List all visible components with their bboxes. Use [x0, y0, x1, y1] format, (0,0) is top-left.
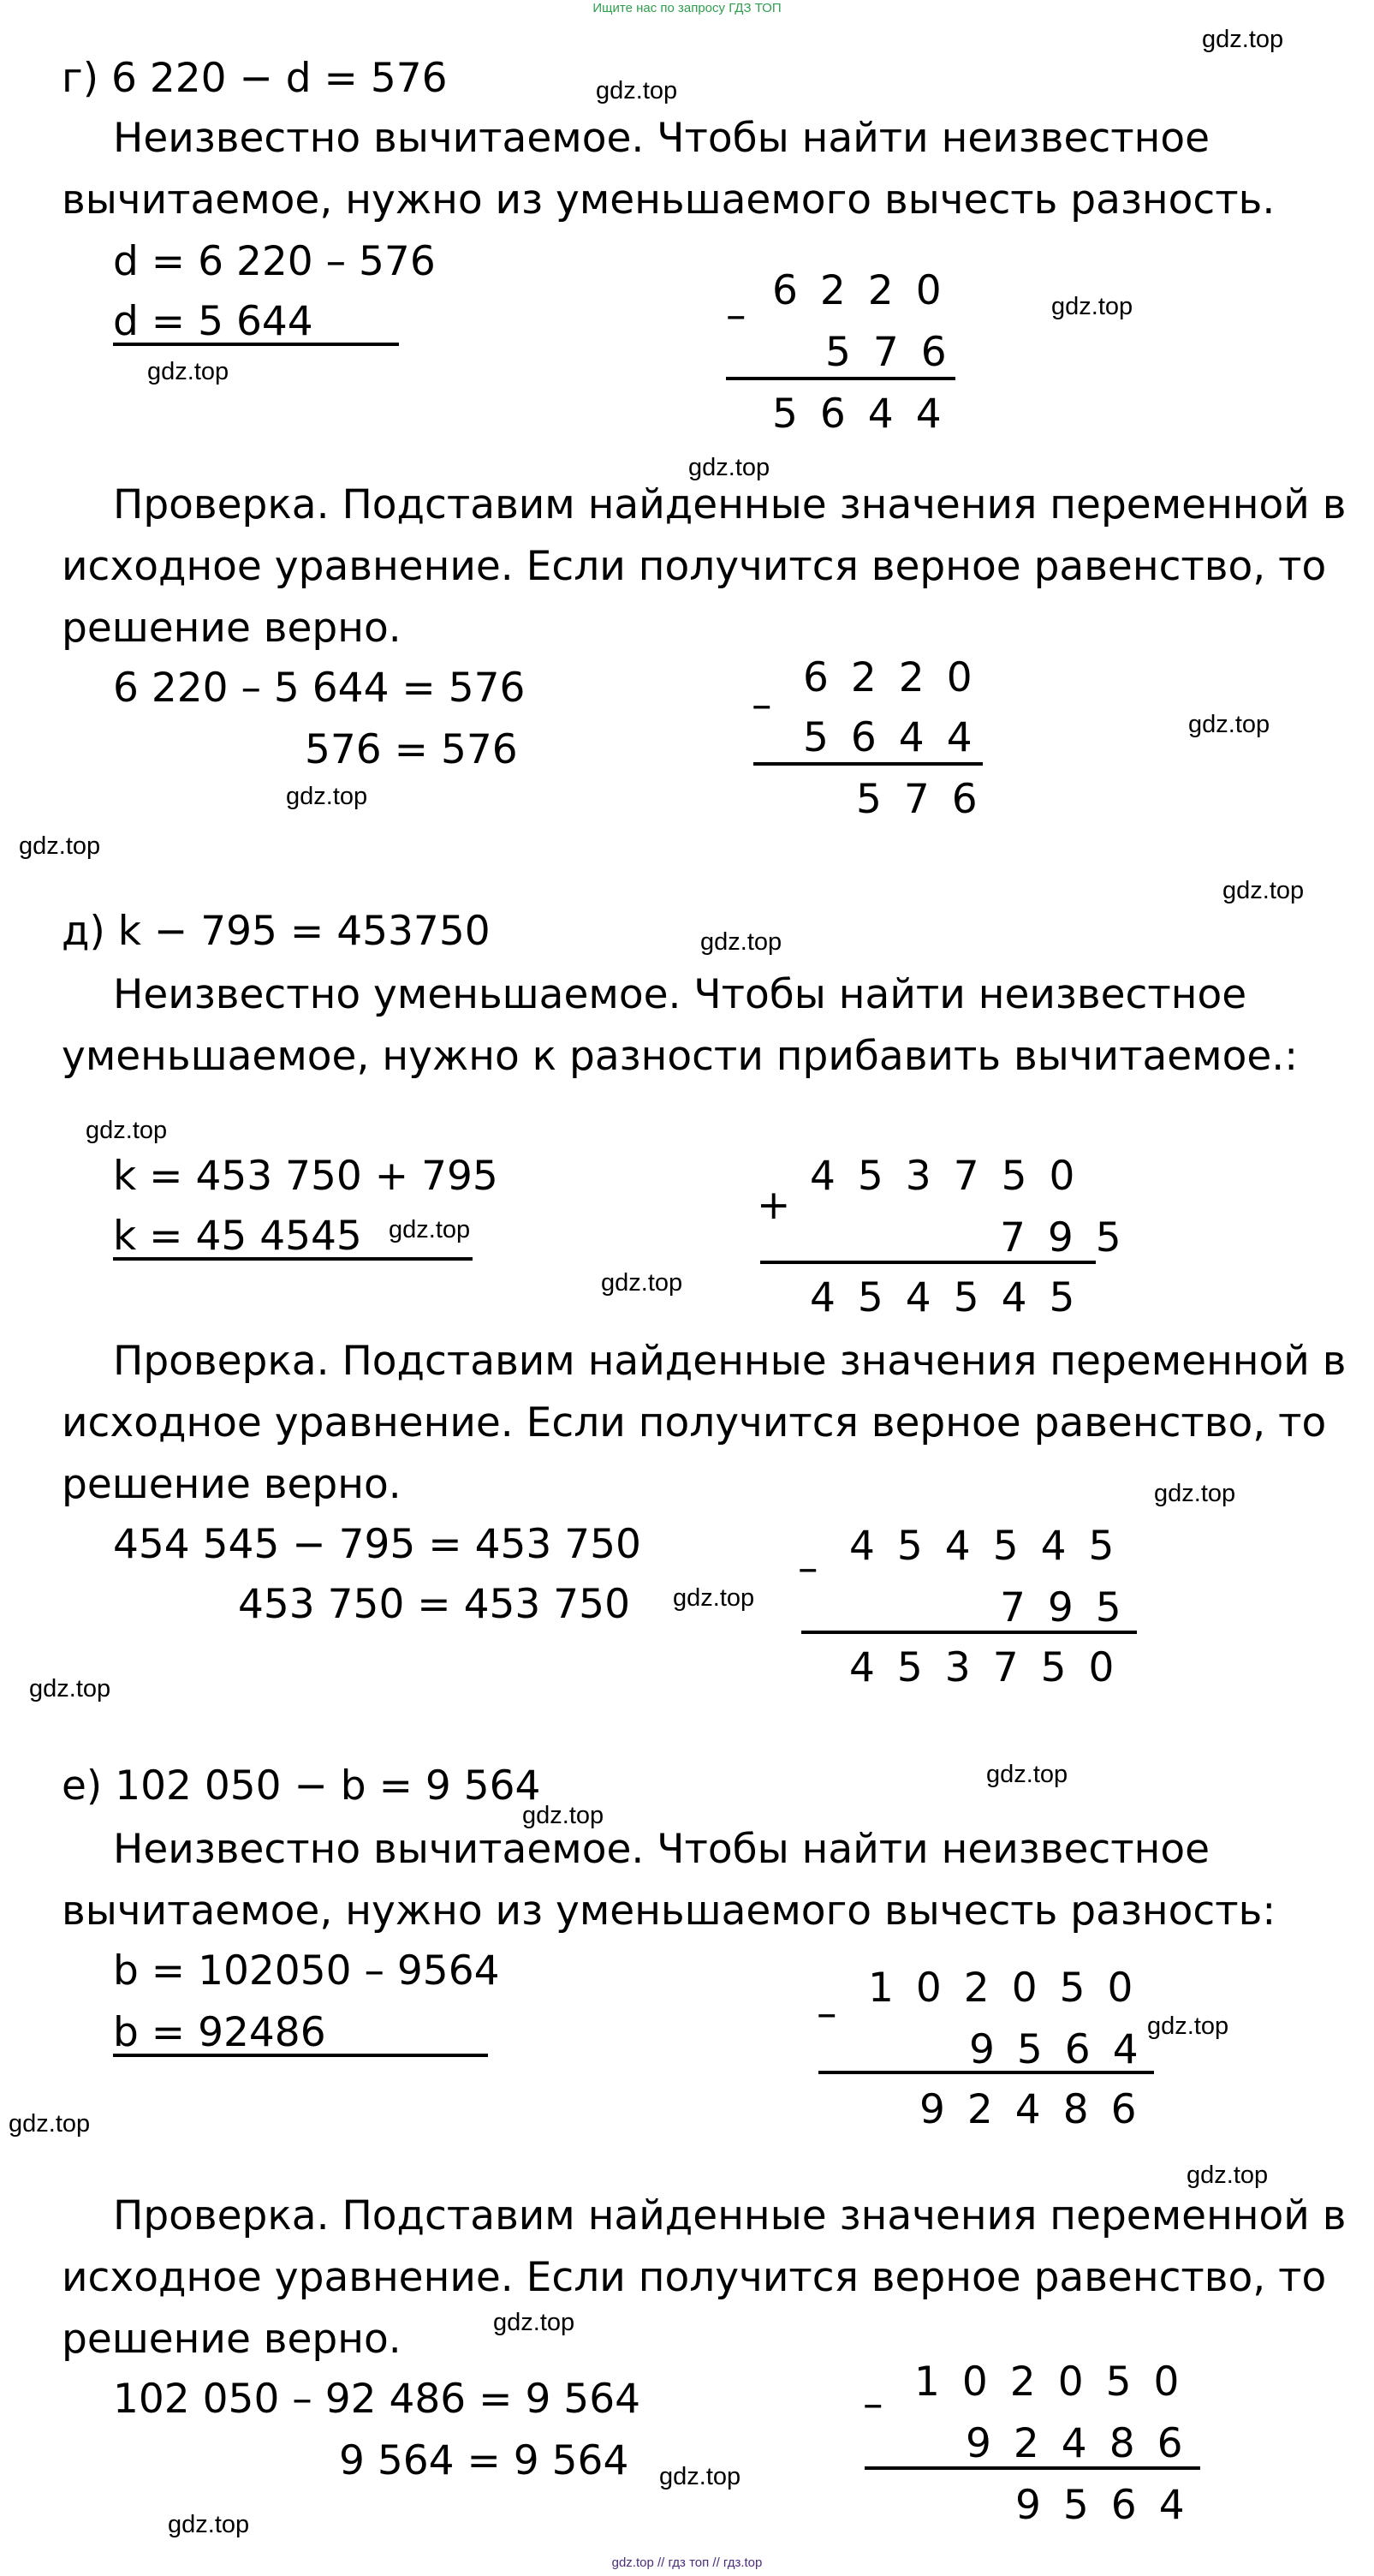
rule-e-line-1: Неизвестно вычитаемое. Чтобы найти неизвестное: [113, 1826, 1210, 1873]
watermark-text: gdz.top: [1188, 711, 1270, 738]
watermark-text: gdz.top: [601, 1269, 683, 1297]
watermark-text: gdz.top: [86, 1117, 168, 1144]
watermark-text: gdz.top: [659, 2463, 741, 2490]
column-top-number: 6220: [803, 654, 995, 701]
check-d-line-3: решение верно.: [62, 1461, 401, 1508]
watermark-text: gdz.top: [1187, 2162, 1269, 2189]
site-header-banner: Ищите нас по запросу ГДЗ ТОП: [592, 1, 782, 15]
column-top-number: 102050: [914, 2358, 1202, 2406]
watermark-text: gdz.top: [1147, 2012, 1229, 2040]
column-result-number: 92486: [919, 2086, 1159, 2133]
check-g-line-2: исходное уравнение. Если получится верное равенство, то: [62, 543, 1327, 590]
watermark-text: gdz.top: [1222, 877, 1305, 904]
column-result-line: [865, 2466, 1200, 2470]
rule-g-line-1: Неизвестно вычитаемое. Чтобы найти неизвестное: [113, 115, 1210, 162]
watermark-text: gdz.top: [493, 2309, 575, 2336]
column-bottom-number: 576: [825, 329, 969, 376]
column-result-line: [760, 1261, 1096, 1264]
column-result-number: 5644: [772, 391, 964, 438]
watermark-text: gdz.top: [9, 2110, 91, 2138]
solve-e-line-1: b = 102050 – 9564: [113, 1947, 500, 1995]
rule-e-line-2: вычитаемое, нужно из уменьшаемого вычесть разность:: [62, 1887, 1276, 1935]
check-d-line-1: Проверка. Подставим найденные значения переменной в: [113, 1338, 1347, 1385]
column-result-line: [726, 377, 955, 380]
check-g-line-1: Проверка. Подставим найденные значения переменной в: [113, 481, 1347, 528]
verify-d-line-1: 454 545 − 795 = 453 750: [113, 1521, 641, 1568]
verify-g-line-2: 576 = 576: [305, 726, 518, 773]
column-result-line: [818, 2071, 1154, 2074]
check-d-line-2: исходное уравнение. Если получится верное равенство, то: [62, 1399, 1327, 1446]
watermark-text: gdz.top: [286, 783, 368, 810]
watermark-text: gdz.top: [700, 928, 782, 956]
column-bottom-number: 9564: [969, 2026, 1161, 2073]
minus-sign: –: [817, 1990, 837, 2037]
solve-e-line-2: b = 92486: [113, 2009, 326, 2056]
verify-e-line-1: 102 050 – 92 486 = 9 564: [113, 2376, 641, 2423]
column-top-number: 453750: [810, 1153, 1097, 1200]
verify-g-line-1: 6 220 – 5 644 = 576: [113, 665, 526, 712]
watermark-text: gdz.top: [1202, 26, 1284, 53]
column-result-line: [753, 762, 983, 766]
column-top-number: 6220: [772, 267, 964, 314]
watermark-text: gdz.top: [522, 1802, 604, 1829]
minus-sign: –: [726, 292, 746, 339]
minus-sign: –: [798, 1545, 818, 1592]
column-bottom-number: 795: [1000, 1214, 1144, 1261]
column-result-number: 453750: [849, 1644, 1137, 1691]
answer-underline: [113, 343, 399, 346]
column-bottom-number: 92486: [966, 2420, 1205, 2467]
solve-d-line-2: k = 45 4545: [113, 1213, 362, 1260]
plus-sign: +: [757, 1182, 791, 1229]
watermark-text: gdz.top: [1154, 1480, 1236, 1507]
rule-d-line-2: уменьшаемое, нужно к разности прибавить вычитаемое.:: [62, 1033, 1299, 1080]
verify-d-line-2: 453 750 = 453 750: [238, 1581, 630, 1628]
check-g-line-3: решение верно.: [62, 605, 401, 652]
answer-underline: [113, 1257, 473, 1261]
column-bottom-number: 5644: [803, 714, 995, 761]
equation-e: е) 102 050 − b = 9 564: [62, 1762, 541, 1810]
minus-sign: –: [863, 2381, 883, 2428]
check-e-line-3: решение верно.: [62, 2316, 401, 2363]
answer-underline: [113, 2054, 488, 2057]
column-result-line: [801, 1631, 1137, 1634]
equation-g: г) 6 220 − d = 576: [62, 55, 448, 102]
verify-e-line-2: 9 564 = 9 564: [339, 2437, 629, 2484]
solve-g-line-2: d = 5 644: [113, 298, 313, 345]
solve-g-line-1: d = 6 220 – 576: [113, 238, 436, 285]
column-top-number: 454545: [849, 1523, 1137, 1570]
watermark-text: gdz.top: [596, 77, 678, 104]
watermark-text: gdz.top: [168, 2511, 250, 2538]
watermark-text: gdz.top: [986, 1761, 1068, 1788]
column-bottom-number: 795: [1000, 1584, 1144, 1631]
column-result-number: 454545: [810, 1274, 1097, 1321]
watermark-text: gdz.top: [147, 358, 229, 385]
watermark-text: gdz.top: [19, 832, 101, 860]
rule-g-line-2: вычитаемое, нужно из уменьшаемого вычесть разность.: [62, 176, 1276, 224]
check-e-line-2: исходное уравнение. Если получится верное равенство, то: [62, 2254, 1327, 2301]
watermark-text: gdz.top: [389, 1216, 471, 1243]
rule-d-line-1: Неизвестно уменьшаемое. Чтобы найти неизвестное: [113, 971, 1247, 1018]
check-e-line-1: Проверка. Подставим найденные значения переменной в: [113, 2192, 1347, 2239]
column-result-number: 576: [856, 776, 1000, 823]
watermark-text: gdz.top: [673, 1584, 755, 1612]
watermark-text: gdz.top: [688, 454, 770, 481]
minus-sign: –: [752, 682, 772, 729]
site-footer-banner: gdz.top // гдз топ // гдз.top: [611, 2555, 763, 2570]
watermark-text: gdz.top: [29, 1675, 111, 1702]
column-top-number: 102050: [868, 1965, 1156, 2012]
equation-d: д) k − 795 = 453750: [62, 908, 491, 955]
watermark-text: gdz.top: [1051, 293, 1133, 320]
solve-d-line-1: k = 453 750 + 795: [113, 1153, 498, 1200]
column-result-number: 9564: [1015, 2482, 1207, 2529]
